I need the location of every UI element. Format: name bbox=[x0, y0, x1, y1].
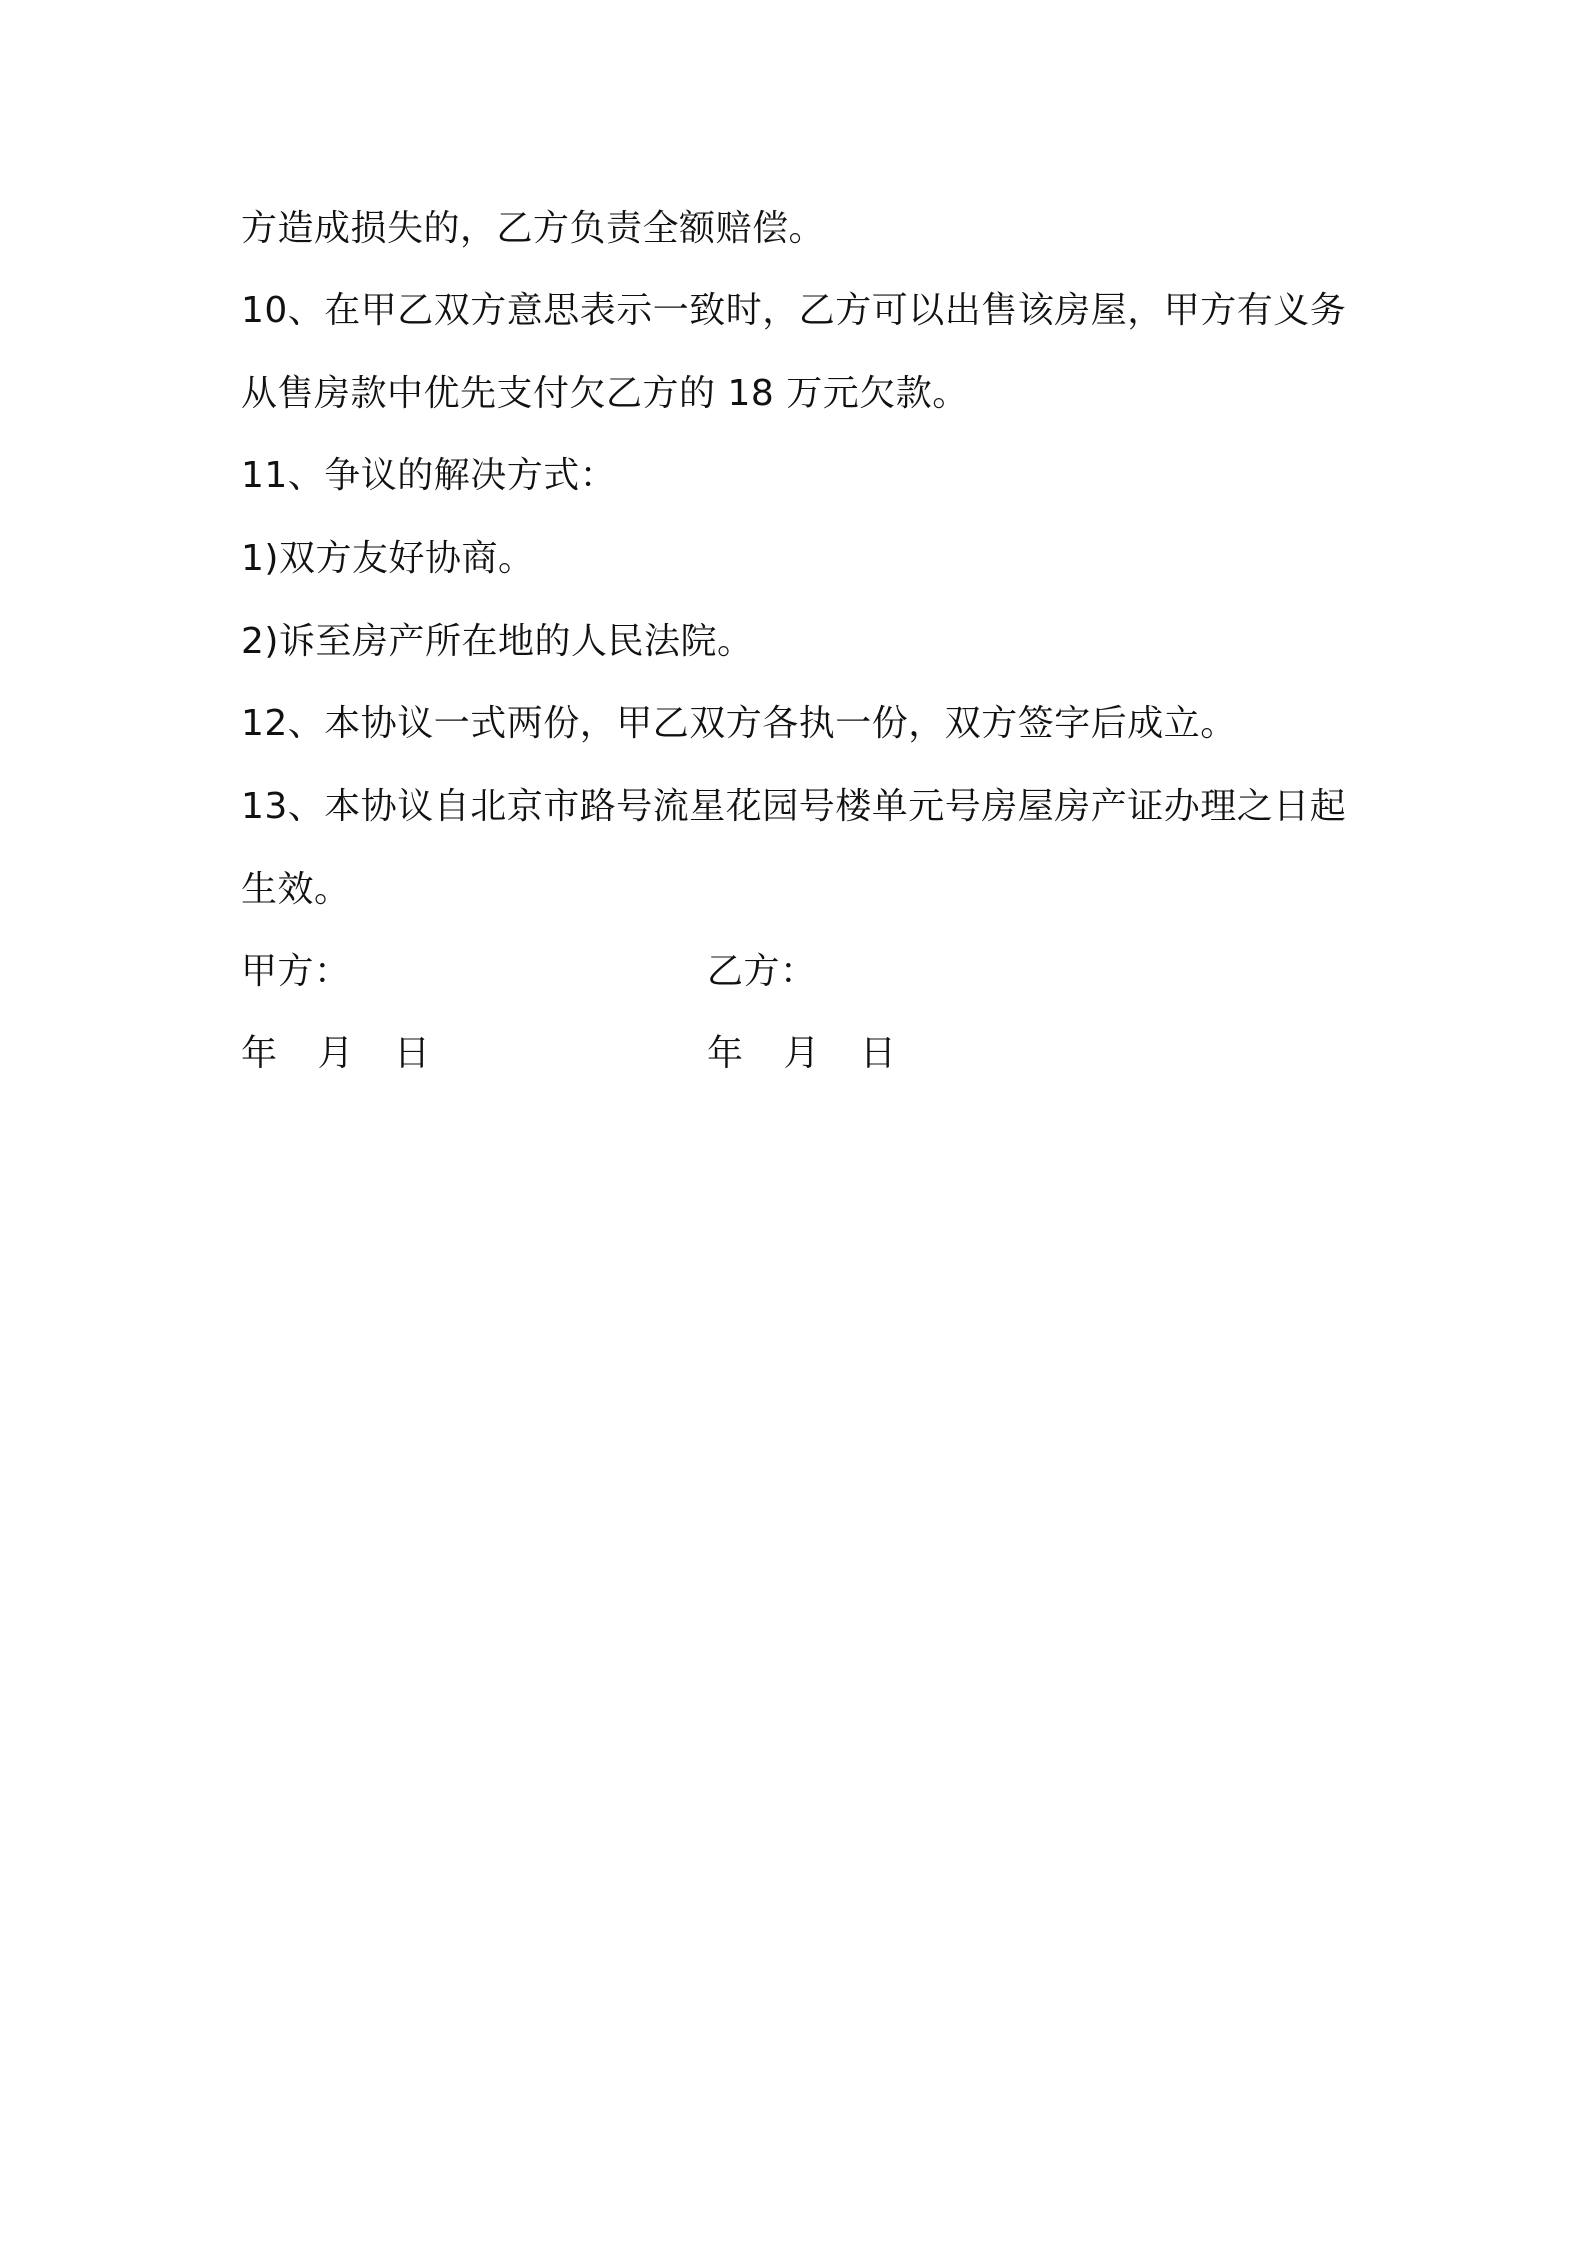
date-day: 日 bbox=[860, 1033, 897, 1074]
clause-13-line: 13、本协议自北京市路号流星花园号楼单元号房屋房产证办理之日起 bbox=[241, 786, 1347, 827]
clause-12-line: 12、本协议一式两份，甲乙双方各执一份，双方签字后成立。 bbox=[241, 703, 1237, 744]
clause-10-line: 10、在甲乙双方意思表示一致时，乙方可以出售该房屋，甲方有义务 bbox=[241, 290, 1347, 331]
list-item: 1)双方友好协商。 bbox=[241, 538, 535, 579]
text-line: 生效。 bbox=[241, 869, 351, 910]
date-month: 月 bbox=[783, 1033, 821, 1074]
party-b-label: 乙方： bbox=[707, 951, 817, 992]
party-a-label: 甲方： bbox=[241, 951, 351, 992]
date-year: 年 bbox=[241, 1033, 278, 1074]
date-month: 月 bbox=[317, 1033, 355, 1074]
clause-11-line: 11、争议的解决方式： bbox=[241, 455, 617, 496]
date-day: 日 bbox=[394, 1033, 431, 1074]
list-item: 2)诉至房产所在地的人民法院。 bbox=[241, 621, 754, 662]
text-line: 从售房款中优先支付欠乙方的 18 万元欠款。 bbox=[241, 373, 969, 414]
text-line: 方造成损失的，乙方负责全额赔偿。 bbox=[241, 208, 826, 249]
party-b-date bbox=[707, 1030, 897, 1078]
date-year: 年 bbox=[707, 1033, 744, 1074]
party-a-date bbox=[241, 1030, 431, 1078]
